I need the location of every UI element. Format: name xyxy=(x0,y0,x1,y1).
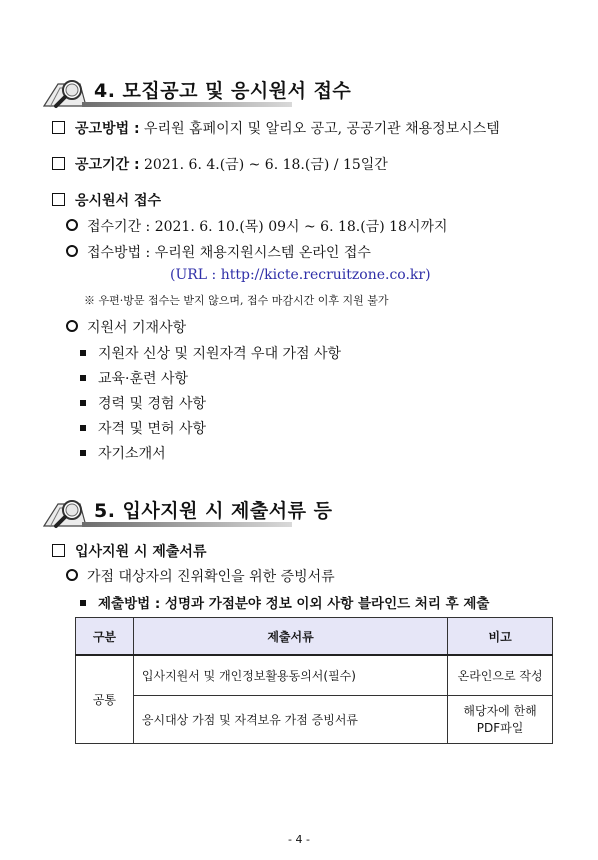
header-category: 구분 xyxy=(76,618,134,656)
application-method-text: 접수방법 : 우리원 채용지원시스템 온라인 접수 xyxy=(87,245,371,261)
note-cell xyxy=(448,695,553,743)
list-item-text: 교육·훈련 사항 xyxy=(98,371,189,387)
application-period-text: 접수기간 : 2021. 6. 10.(목) 09시 ~ 6. 18.(금) 18시까지 xyxy=(87,219,448,235)
list-item xyxy=(80,343,341,363)
application-heading xyxy=(52,190,161,210)
application-method xyxy=(66,242,371,262)
header-remarks: 비고 xyxy=(448,618,553,656)
circle-bullet-icon xyxy=(66,320,78,332)
circle-bullet-icon xyxy=(66,569,78,581)
section-5-header xyxy=(42,492,562,532)
submit-method xyxy=(80,592,489,612)
notice-method-line xyxy=(52,118,500,138)
circle-bullet-icon xyxy=(66,245,78,257)
list-item-text: 자기소개서 xyxy=(98,446,166,462)
section-title: 5. 입사지원 시 제출서류 등 xyxy=(94,500,333,522)
page-number: - 4 - xyxy=(288,833,310,846)
list-item xyxy=(80,418,206,438)
notice-period-label: 공고기간 : xyxy=(75,157,140,173)
notice-period-value: 2021. 6. 4.(금) ~ 6. 18.(금) / 15일간 xyxy=(139,157,388,173)
list-item xyxy=(80,368,188,388)
checkbox-square-icon xyxy=(52,121,65,134)
contents-label: 지원서 기재사항 xyxy=(87,320,187,336)
list-item xyxy=(80,443,166,463)
header-documents: 제출서류 xyxy=(133,618,447,656)
contents-heading xyxy=(66,317,186,337)
square-bullet-icon xyxy=(80,350,86,356)
application-url[interactable]: (URL : http://kicte.recruitzone.co.kr) xyxy=(170,267,431,283)
list-item-text: 자격 및 면허 사항 xyxy=(98,421,207,437)
checkbox-square-icon xyxy=(52,544,65,557)
notice-method-value: 우리원 홈페이지 및 알리오 공고, 공공기관 채용정보시스템 xyxy=(139,121,500,137)
table-row xyxy=(76,655,553,695)
application-note: ※ 우편·방문 접수는 받지 않으며, 접수 마감시간 이후 지원 불가 xyxy=(84,294,389,307)
note-cell: 온라인으로 작성 xyxy=(448,655,553,695)
square-bullet-icon xyxy=(80,375,86,381)
doc-cell: 입사지원서 및 개인정보활용동의서(필수) xyxy=(133,655,447,695)
square-bullet-icon xyxy=(80,400,86,406)
category-cell: 공통 xyxy=(76,655,134,743)
docs-heading xyxy=(52,541,206,561)
note-line: PDF파일 xyxy=(476,721,524,735)
list-item-text: 경력 및 경험 사항 xyxy=(98,396,207,412)
section-title: 4. 모집공고 및 응시원서 접수 xyxy=(94,80,352,102)
notice-period-line xyxy=(52,154,388,174)
checkbox-square-icon xyxy=(52,193,65,206)
docs-label: 입사지원 시 제출서류 xyxy=(75,544,207,560)
list-item-text: 지원자 신상 및 지원자격 우대 가점 사항 xyxy=(98,346,342,362)
checkbox-square-icon xyxy=(52,157,65,170)
docs-sub-text: 가점 대상자의 진위확인을 위한 증빙서류 xyxy=(87,569,335,585)
square-bullet-icon xyxy=(80,450,86,456)
submit-method-text: 제출방법 : 성명과 가점분야 정보 이외 사항 블라인드 처리 후 제출 xyxy=(98,596,490,612)
note-line: 해당자에 한해 xyxy=(463,704,537,718)
table-header-row xyxy=(76,618,553,656)
docs-sub xyxy=(66,566,335,586)
documents-table xyxy=(75,617,553,744)
application-label: 응시원서 접수 xyxy=(75,193,162,209)
notice-method-label: 공고방법 : xyxy=(75,121,140,137)
circle-bullet-icon xyxy=(66,219,78,231)
square-bullet-icon xyxy=(80,600,86,606)
list-item xyxy=(80,393,206,413)
doc-cell: 응시대상 가점 및 자격보유 가점 증빙서류 xyxy=(133,695,447,743)
square-bullet-icon xyxy=(80,425,86,431)
table-row xyxy=(76,695,553,743)
application-period xyxy=(66,216,448,236)
section-4-header xyxy=(42,72,562,112)
